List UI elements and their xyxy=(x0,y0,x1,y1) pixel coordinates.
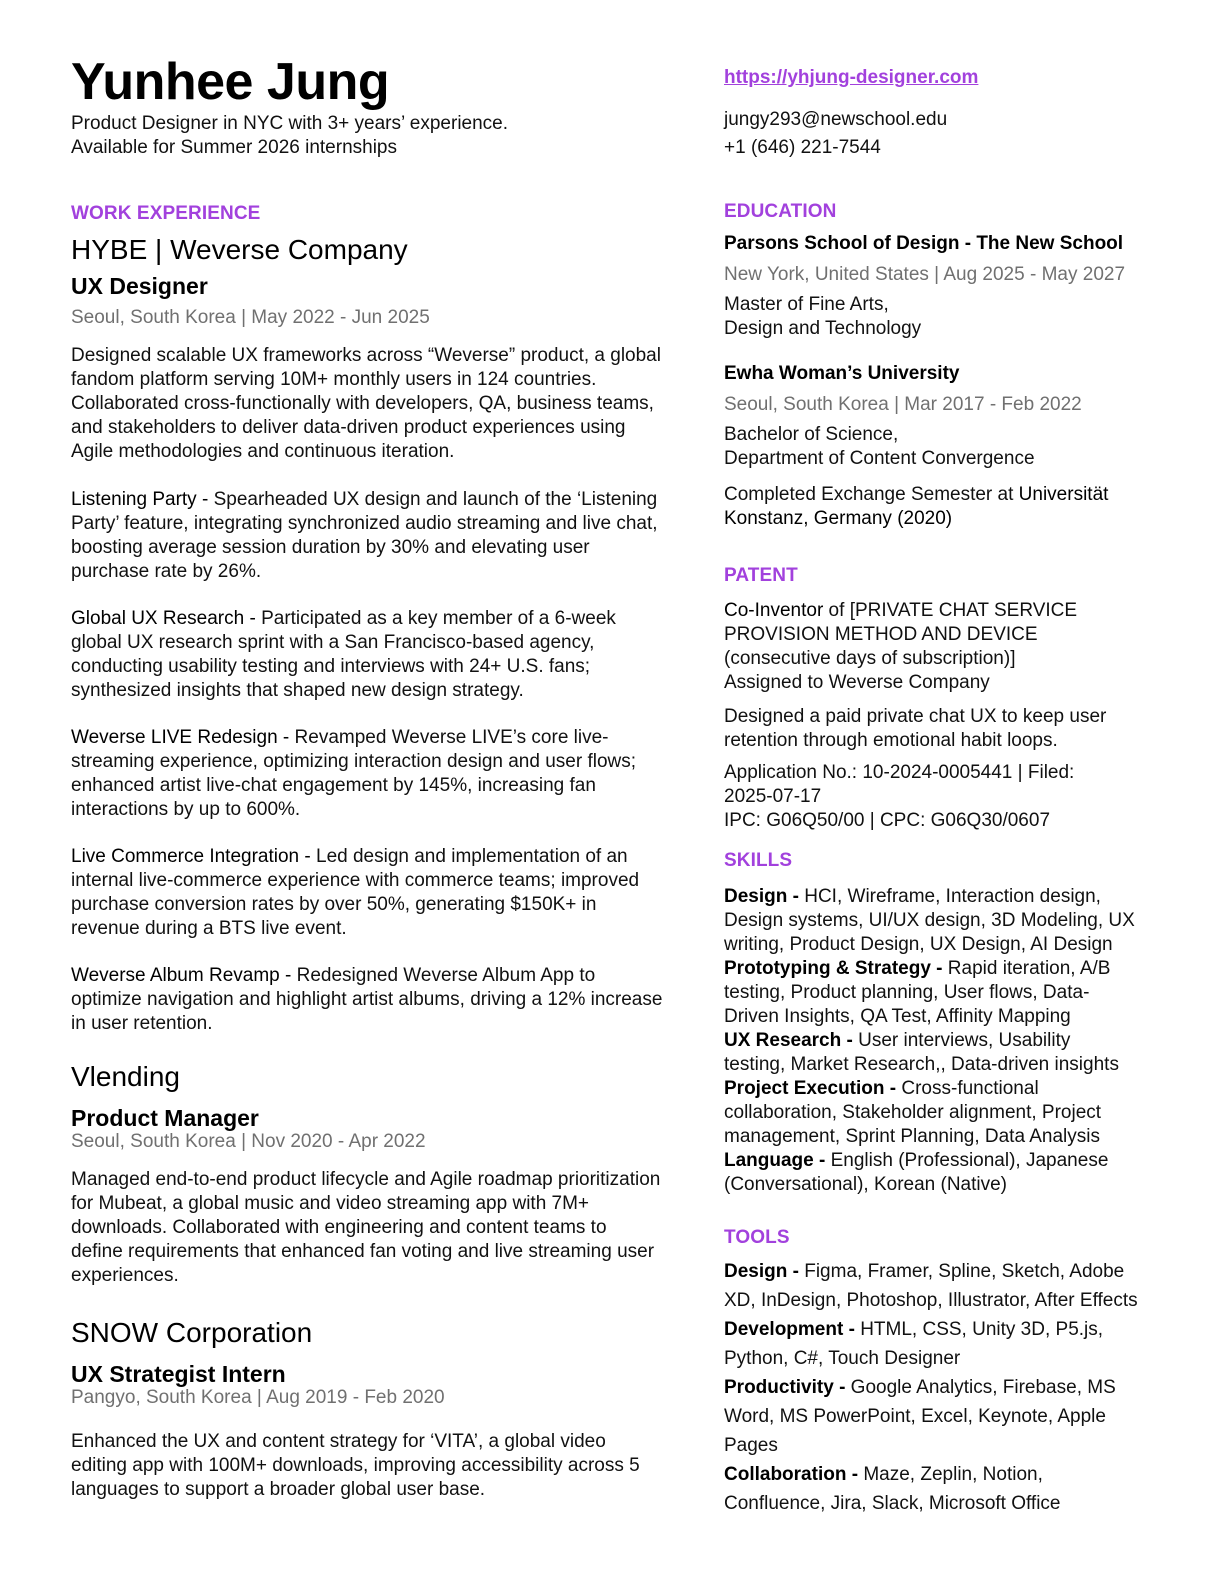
role-ux-strategist-intern: UX Strategist Intern xyxy=(71,1361,286,1387)
tool-line: Maze, Zeplin, Notion, xyxy=(858,1464,1043,1485)
exchange-school-location: Konstanz, Germany (2020) xyxy=(724,508,953,529)
tool-group-label: Productivity - xyxy=(724,1377,846,1398)
school-meta-parsons: New York, United States | Aug 2025 - May 2027 xyxy=(724,264,1126,285)
job-summary-hybe xyxy=(71,344,681,464)
job-meta-snow: Pangyo, South Korea | Aug 2019 - Feb 2020 xyxy=(71,1387,445,1408)
summary-line: fandom platform serving 10M+ monthly users in 124 countries. xyxy=(71,369,597,390)
summary-line: and stakeholders to deliver data-driven product experiences using xyxy=(71,417,626,438)
project-line: optimize navigation and highlight artist albums, driving a 12% increase xyxy=(71,989,663,1010)
tool-line: Google Analytics, Firebase, MS xyxy=(845,1377,1116,1398)
degree-line: Master of Fine Arts, xyxy=(724,294,889,315)
patent-title-line: [PRIVATE CHAT SERVICE xyxy=(849,600,1078,621)
patent-title-line: (consecutive days of subscription)] xyxy=(724,648,1016,669)
project-name: Weverse Album Revamp - xyxy=(71,965,292,986)
patent-app-line: Application No.: 10-2024-0005441 | Filed: xyxy=(724,762,1075,783)
summary-line: Enhanced the UX and content strategy for ‘VITA’, a global video xyxy=(71,1431,606,1452)
skill-line: collaboration, Stakeholder alignment, Project xyxy=(724,1102,1102,1123)
skill-line: (Conversational), Korean (Native) xyxy=(724,1174,1008,1195)
project-global-ux-research xyxy=(71,607,681,703)
tagline-line-2: Available for Summer 2026 internships xyxy=(71,137,397,158)
project-line: synthesized insights that shaped new design strategy. xyxy=(71,680,524,701)
summary-line: downloads. Collaborated with engineering and content teams to xyxy=(71,1217,607,1238)
patent-desc-line: Designed a paid private chat UX to keep user xyxy=(724,706,1107,727)
project-line: Revamped Weverse LIVE’s core live- xyxy=(289,727,609,748)
skill-line: Rapid iteration, A/B xyxy=(942,958,1111,979)
tools-heading: TOOLS xyxy=(724,1227,790,1248)
summary-line: Agile methodologies and continuous iteration. xyxy=(71,441,455,462)
company-hybe xyxy=(71,233,681,267)
patent-description xyxy=(724,705,1154,753)
skill-line: Cross-functional xyxy=(896,1078,1039,1099)
project-line: conducting usability testing and interviews with 24+ U.S. fans; xyxy=(71,656,591,677)
degree-parsons xyxy=(724,293,1154,341)
tools-list xyxy=(724,1257,1154,1518)
project-line: streaming experience, optimizing interaction design and user flows; xyxy=(71,751,637,772)
project-name: Listening Party - xyxy=(71,489,209,510)
degree-line: Department of Content Convergence xyxy=(724,448,1035,469)
degree-ewha xyxy=(724,423,1154,471)
patent-of: of xyxy=(823,600,850,621)
patent-assignee: Assigned to Weverse Company xyxy=(724,672,990,693)
project-line: purchase conversion rates by over 50%, generating $150K+ in xyxy=(71,894,597,915)
summary-line: Designed scalable UX frameworks across “Weverse” product, a global xyxy=(71,345,661,366)
tool-group-label: Development - xyxy=(724,1319,855,1340)
project-line: enhanced artist live-chat engagement by 145%, increasing fan xyxy=(71,775,596,796)
skill-group-label: Language - xyxy=(724,1150,826,1171)
summary-line: Collaborated cross-functionally with developers, QA, business teams, xyxy=(71,393,654,414)
education-heading: EDUCATION xyxy=(724,201,837,222)
patent-app-line: IPC: G06Q50/00 | CPC: G06Q30/0607 xyxy=(724,810,1051,831)
email-text[interactable]: jungy293@newschool.edu xyxy=(724,109,948,130)
summary-line: experiences. xyxy=(71,1265,179,1286)
project-name: Live Commerce Integration - xyxy=(71,846,311,867)
summary-line: Managed end-to-end product lifecycle and Agile roadmap prioritization xyxy=(71,1169,661,1190)
job-meta-vlending: Seoul, South Korea | Nov 2020 - Apr 2022 xyxy=(71,1131,426,1152)
project-line: global UX research sprint with a San Francisco-based agency, xyxy=(71,632,595,653)
job-summary-snow xyxy=(71,1430,681,1502)
project-name: Weverse LIVE Redesign - xyxy=(71,727,290,748)
project-album-revamp xyxy=(71,964,681,1036)
project-weverse-live xyxy=(71,726,681,822)
skill-line: English (Professional), Japanese xyxy=(825,1150,1109,1171)
project-line: purchase rate by 26%. xyxy=(71,561,262,582)
project-line: internal live-commerce experience with commerce teams; improved xyxy=(71,870,640,891)
skill-group-label: UX Research - xyxy=(724,1030,853,1051)
tool-line: Word, MS PowerPoint, Excel, Keynote, Apple xyxy=(724,1406,1106,1427)
skill-line: testing, Market Research,, Data-driven insights xyxy=(724,1054,1119,1075)
skill-line: Driven Insights, QA Test, Affinity Mapping xyxy=(724,1006,1071,1027)
exchange-school: Universität xyxy=(1018,484,1109,505)
candidate-name: Yunhee Jung xyxy=(71,53,390,111)
tool-group-label: Collaboration - xyxy=(724,1464,859,1485)
patent-desc-line: retention through emotional habit loops. xyxy=(724,730,1058,751)
phone-text: +1 (646) 221-7544 xyxy=(724,137,881,158)
skills-list xyxy=(724,885,1154,1197)
patent-info xyxy=(724,599,1154,695)
skill-line: testing, Product planning, User flows, Data- xyxy=(724,982,1090,1003)
company-vlending: Vlending xyxy=(71,1061,180,1092)
company-snow: SNOW Corporation xyxy=(71,1317,313,1348)
school-parsons: Parsons School of Design - The New School xyxy=(724,233,1124,254)
skill-line: User interviews, Usability xyxy=(852,1030,1071,1051)
skill-line: management, Sprint Planning, Data Analysis xyxy=(724,1126,1100,1147)
job-meta-hybe: Seoul, South Korea | May 2022 - Jun 2025 xyxy=(71,307,430,328)
skill-group-label: Prototyping & Strategy - xyxy=(724,958,943,979)
patent-title-line: PROVISION METHOD AND DEVICE xyxy=(724,624,1038,645)
exchange-semester xyxy=(724,483,1154,531)
skill-line: Design systems, UI/UX design, 3D Modeling, UX xyxy=(724,910,1135,931)
project-line: boosting average session duration by 30% and elevating user xyxy=(71,537,590,558)
project-line: Redesigned Weverse Album App to xyxy=(291,965,596,986)
project-name: Global UX Research - xyxy=(71,608,256,629)
school-meta-ewha: Seoul, South Korea | Mar 2017 - Feb 2022 xyxy=(724,394,1082,415)
summary-line: editing app with 100M+ downloads, improving accessibility across 5 xyxy=(71,1455,640,1476)
patent-role: Co-Inventor xyxy=(724,600,824,621)
skill-group-label: Project Execution - xyxy=(724,1078,897,1099)
project-line: Participated as a key member of a 6-week xyxy=(255,608,616,629)
patent-heading: PATENT xyxy=(724,565,798,586)
summary-line: for Mubeat, a global music and video streaming app with 7M+ xyxy=(71,1193,590,1214)
company-name: HYBE | Weverse Company xyxy=(71,234,408,265)
tool-group-label: Design - xyxy=(724,1261,799,1282)
summary-line: define requirements that enhanced fan voting and live streaming user xyxy=(71,1241,655,1262)
project-line: Party’ feature, integrating synchronized audio streaming and live chat, xyxy=(71,513,658,534)
job-summary-vlending xyxy=(71,1168,681,1288)
project-live-commerce xyxy=(71,845,681,941)
work-experience-heading: WORK EXPERIENCE xyxy=(71,203,261,224)
degree-line: Design and Technology xyxy=(724,318,922,339)
tool-line: Figma, Framer, Spline, Sketch, Adobe xyxy=(798,1261,1125,1282)
project-line: Led design and implementation of an xyxy=(310,846,628,867)
tool-line: XD, InDesign, Photoshop, Illustrator, After Effects xyxy=(724,1290,1138,1311)
patent-app-line: 2025-07-17 xyxy=(724,786,822,807)
summary-line: languages to support a broader global user base. xyxy=(71,1479,486,1500)
school-ewha: Ewha Woman’s University xyxy=(724,363,960,384)
project-line: revenue during a BTS live event. xyxy=(71,918,347,939)
patent-application xyxy=(724,761,1154,833)
skill-group-label: Design - xyxy=(724,886,799,907)
degree-line: Bachelor of Science, xyxy=(724,424,899,445)
project-listening-party xyxy=(71,488,681,584)
role-product-manager: Product Manager xyxy=(71,1105,259,1131)
project-line: Spearheaded UX design and launch of the ‘Listening xyxy=(208,489,658,510)
tool-line: HTML, CSS, Unity 3D, P5.js, xyxy=(854,1319,1104,1340)
skills-heading: SKILLS xyxy=(724,850,793,871)
exchange-prefix: Completed Exchange Semester at xyxy=(724,484,1019,505)
left-column xyxy=(71,52,681,1502)
skill-line: writing, Product Design, UX Design, AI Design xyxy=(724,934,1113,955)
project-line: in user retention. xyxy=(71,1013,213,1034)
right-column xyxy=(724,66,1154,1518)
project-line: interactions by up to 600%. xyxy=(71,799,301,820)
tool-line: Confluence, Jira, Slack, Microsoft Office xyxy=(724,1493,1061,1514)
tagline-line-1: Product Designer in NYC with 3+ years’ experience. xyxy=(71,113,509,134)
tool-line: Pages xyxy=(724,1435,778,1456)
skill-line: HCI, Wireframe, Interaction design, xyxy=(798,886,1101,907)
website-link[interactable]: https://yhjung-designer.com xyxy=(724,67,979,88)
tool-line: Python, C#, Touch Designer xyxy=(724,1348,961,1369)
role-ux-designer: UX Designer xyxy=(71,273,208,299)
